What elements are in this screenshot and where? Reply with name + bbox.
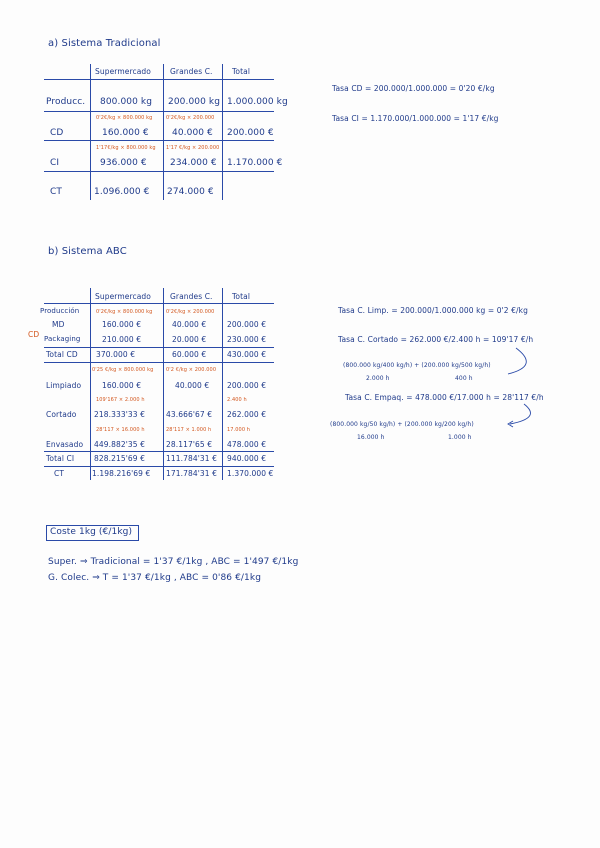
cell-ct-super: 1.198.216'69 €	[92, 469, 151, 478]
envasado-calc-super: 28'117 × 16.000 h	[96, 427, 145, 433]
row-label-limpiado: Limpiado	[46, 381, 82, 390]
cell-md-super: 160.000 €	[102, 320, 142, 329]
row-label-producc: Producc.	[46, 97, 86, 107]
row-label-produccion: Producción	[40, 307, 80, 315]
cell-cortado-total: 262.000 €	[227, 410, 267, 419]
table-line	[44, 466, 274, 467]
section-a-title: a) Sistema Tradicional	[48, 38, 161, 49]
cell-cortado-super: 218.333'33 €	[94, 410, 145, 419]
table-line	[222, 64, 223, 200]
cd-calc-grandes: 0'2€/kg × 200.000	[166, 115, 215, 121]
envasado-calc-total: 17.000 h	[227, 427, 251, 433]
cortado-h2: 400 h	[455, 375, 473, 382]
tasa-ci: Tasa CI = 1.170.000/1.000.000 = 1'17 €/kg	[332, 114, 499, 123]
tasa-empaq: Tasa C. Empaq. = 478.000 €/17.000 h = 28'117 €/h	[345, 393, 544, 402]
cell-cortado-grandes: 43.666'67 €	[166, 410, 213, 419]
row-label-total-cd: Total CD	[46, 350, 78, 359]
cortado-h1: 2.000 h	[366, 375, 390, 382]
cortado-calc-super: 109'167 × 2.000 h	[96, 397, 145, 403]
tasa-cortado: Tasa C. Cortado = 262.000 €/2.400 h = 109'17 €/h	[338, 335, 534, 344]
row-label-envasado: Envasado	[46, 440, 84, 449]
cell-total-cd-total: 430.000 €	[227, 350, 267, 359]
cell-total-ci-grandes: 111.784'31 €	[166, 454, 217, 463]
table-line	[44, 111, 274, 112]
table-line	[44, 303, 274, 304]
table-line	[44, 171, 274, 172]
cell-total-ci-super: 828.215'69 €	[94, 454, 145, 463]
coste-line-super: Super. ⇒ Tradicional = 1'37 €/1kg , ABC = 1'497 €/1kg	[48, 557, 299, 567]
header-total: Total	[232, 292, 251, 301]
header-total: Total	[232, 67, 251, 76]
cell-ci-grandes: 234.000 €	[170, 158, 217, 168]
row-label-total-ci: Total CI	[46, 454, 75, 463]
limpiado-calc-grandes: 0'2 €/kg × 200.000	[166, 367, 217, 373]
cell-envasado-grandes: 28.117'65 €	[166, 440, 213, 449]
cell-ct-total: 1.370.000 €	[227, 469, 274, 478]
cell-ci-total: 1.170.000 €	[227, 158, 283, 168]
header-supermercado: Supermercado	[95, 292, 151, 301]
produccion-calc-grandes: 0'2€/kg × 200.000	[166, 309, 215, 315]
cell-total-cd-super: 370.000 €	[96, 350, 136, 359]
cell-limpiado-super: 160.000 €	[102, 381, 142, 390]
cell-envasado-total: 478.000 €	[227, 440, 267, 449]
cell-limpiado-total: 200.000 €	[227, 381, 267, 390]
header-supermercado: Supermercado	[95, 67, 151, 76]
row-label-packaging: Packaging	[44, 335, 81, 343]
cortado-detail: (800.000 kg/400 kg/h) + (200.000 kg/500 kg/h)	[343, 362, 491, 369]
table-line	[44, 362, 274, 363]
table-line	[44, 451, 274, 452]
empaq-detail: (800.000 kg/50 kg/h) + (200.000 kg/200 kg/h)	[330, 421, 474, 428]
empaq-h2: 1.000 h	[448, 434, 472, 441]
section-b-title: b) Sistema ABC	[48, 246, 127, 257]
cell-packaging-super: 210.000 €	[102, 335, 142, 344]
coste-title: Coste 1kg (€/1kg)	[50, 527, 133, 537]
row-label-ci: CI	[50, 158, 60, 168]
cd-bracket-label: CD	[28, 330, 40, 339]
cell-limpiado-grandes: 40.000 €	[175, 381, 210, 390]
row-label-md: MD	[52, 320, 65, 329]
cell-cd-grandes: 40.000 €	[172, 128, 213, 138]
limpiado-calc-super: 0'25 €/kg × 800.000 kg	[92, 367, 154, 373]
table-line	[90, 64, 91, 200]
cell-ct-grandes: 171.784'31 €	[166, 469, 217, 478]
cell-ct-grandes: 274.000 €	[167, 187, 214, 197]
header-grandes: Grandes C.	[170, 292, 213, 301]
curved-arrow-icon	[470, 346, 540, 436]
cd-calc-super: 0'2€/kg × 800.000 kg	[96, 115, 153, 121]
row-label-ct: CT	[50, 187, 62, 197]
cell-md-total: 200.000 €	[227, 320, 267, 329]
table-line	[44, 140, 274, 141]
row-label-ct: CT	[54, 469, 65, 478]
row-label-cd: CD	[50, 128, 64, 138]
cell-ct-super: 1.096.000 €	[94, 187, 150, 197]
cell-producc-total: 1.000.000 kg	[227, 97, 288, 107]
envasado-calc-grandes: 28'117 × 1.000 h	[166, 427, 212, 433]
cell-total-ci-total: 940.000 €	[227, 454, 267, 463]
cell-packaging-total: 230.000 €	[227, 335, 267, 344]
tasa-cd: Tasa CD = 200.000/1.000.000 = 0'20 €/kg	[332, 84, 495, 93]
cell-producc-super: 800.000 kg	[100, 97, 153, 107]
cell-cd-total: 200.000 €	[227, 128, 274, 138]
table-line	[163, 64, 164, 200]
ci-calc-super: 1'17€/kg × 800.000 kg	[96, 145, 156, 151]
header-grandes: Grandes C.	[170, 67, 213, 76]
cell-packaging-grandes: 20.000 €	[172, 335, 207, 344]
cortado-calc-total: 2.400 h	[227, 397, 247, 403]
empaq-h1: 16.000 h	[357, 434, 385, 441]
row-label-cortado: Cortado	[46, 410, 77, 419]
cell-producc-grandes: 200.000 kg	[168, 97, 221, 107]
table-line	[44, 347, 274, 348]
coste-line-gcolec: G. Colec. ⇒ T = 1'37 €/1kg , ABC = 0'86 €/1kg	[48, 573, 262, 583]
table-line	[44, 79, 274, 80]
cell-envasado-super: 449.882'35 €	[94, 440, 145, 449]
ci-calc-grandes: 1'17 €/kg × 200.000	[166, 145, 220, 151]
cell-cd-super: 160.000 €	[102, 128, 149, 138]
tasa-limp: Tasa C. Limp. = 200.000/1.000.000 kg = 0'2 €/kg	[338, 306, 528, 315]
cell-ci-super: 936.000 €	[100, 158, 147, 168]
cell-md-grandes: 40.000 €	[172, 320, 207, 329]
cell-total-cd-grandes: 60.000 €	[172, 350, 207, 359]
produccion-calc-super: 0'2€/kg × 800.000 kg	[96, 309, 153, 315]
